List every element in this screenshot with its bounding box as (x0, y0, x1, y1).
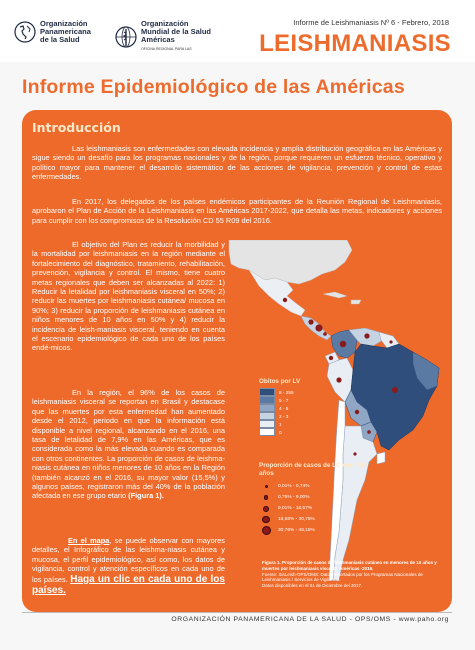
cases-legend-label: 9,01% - 18,57% (278, 506, 313, 511)
deaths-swatch (259, 412, 275, 420)
paragraph-4 (32, 388, 225, 501)
footer-divider (22, 612, 452, 613)
who-name-line3: Américas (141, 35, 175, 44)
cases-dot-icon (262, 526, 271, 535)
paho-logo (14, 20, 91, 44)
cases-legend-row (259, 492, 379, 503)
dot-venezuela (364, 333, 369, 338)
cases-legend-label: 0,01% - 0,74% (278, 484, 310, 489)
cases-dot-icon (262, 516, 270, 524)
country-click-link[interactable]: Haga un clic en cada uno de los países. (32, 573, 225, 596)
map-north-america (229, 240, 352, 284)
dot-colombia (340, 341, 346, 347)
cases-legend-row (259, 503, 379, 514)
paho-name-line1: Organización (40, 19, 88, 28)
deaths-legend (259, 378, 319, 436)
map-cuba (323, 292, 347, 298)
paragraph-5-text: , se puede observar con mayores detalles, el Infográfico de las leishma-niasis cutánea y mucosa, el perfil epidemiológico, así como, los datos de vigilancia, control y atención específicos en cada uno de los países. (32, 536, 225, 584)
cases-dot-icon (263, 506, 269, 512)
deaths-legend-label: 2 - 3 (279, 413, 289, 419)
cases-dot-icon (264, 495, 269, 500)
deaths-legend-row (259, 404, 319, 412)
dot-argentina (353, 452, 356, 455)
deaths-swatch (259, 404, 275, 412)
deaths-swatch (259, 388, 275, 396)
intro-panel (22, 110, 452, 612)
paragraph-5 (32, 536, 225, 596)
dot-peru (336, 377, 341, 382)
paragraph-2: En 2017, los delegados de los países endémicos participantes de la Reunión Regional de Leishmaniasis, aprobaron el Plan de Acción de la Leishmaniasis en las Américas 2017-2022, que detalla las metas, indicadores y acciones para cumplir con los compromisos de la Resolución CD 55 R09 del 2016. (32, 197, 442, 225)
paho-emblem-icon (14, 21, 36, 43)
cases-legend-label: 18,58% - 30,75% (278, 517, 315, 522)
dot-brazil (392, 387, 398, 393)
dot-central-1 (308, 319, 313, 324)
cases-legend-title: Proporción de casos de LC em < 10 años (259, 462, 366, 477)
dot-ecuador (329, 356, 333, 360)
cases-legend-label: 30,76% - 46,15% (278, 528, 315, 533)
report-title: LEISHMANIASIS (259, 30, 451, 57)
deaths-swatch (259, 396, 275, 404)
cases-legend (259, 462, 379, 536)
cases-legend-row (259, 525, 379, 536)
cases-legend-label: 0,75% - 9,00% (278, 495, 310, 500)
paho-name-line2: Panamericana (40, 27, 91, 36)
deaths-legend-row (259, 396, 319, 404)
paragraph-1: Las leishmaniasis son enfermedades con elevada incidencia y amplia distribución geográfica en las Américas y sigue siendo un desafío para los programas nacionales y de la región, porque requieren un esfuerzo técnico, operativo y político mayor para mantener el desarrollo sistemático de las acciones de vigilancia, prevención y control de estas enfermedades. (32, 144, 442, 182)
paho-name-line3: de la Salud (40, 35, 80, 44)
caption-note: Datos disponibles en el 01 de Diciembre del 2017. (262, 583, 363, 589)
deaths-legend-row (259, 412, 319, 420)
footer: ORGANIZACIÓN PANAMERICANA DE LA SALUD - OPS/OMS - www.paho.org (171, 616, 449, 623)
figure-caption (262, 560, 442, 589)
deaths-legend-row (259, 420, 319, 428)
deaths-legend-row (259, 428, 319, 436)
cases-dot-icon (265, 485, 268, 488)
caption-title: Figura 1. Proporción de casos de leishmaniasis cutánea en menores de 10 años y muertes por leishmaniasis visceral. Américas -2016. (262, 560, 437, 571)
deaths-legend-label: 4 - 5 (279, 405, 289, 411)
paragraph-4-text: En la región, el 96% de los casos de leishmaniasis visceral se reportan en Brasil y destacase que las muertes por esta enfermedad han aumentado desde el 2012, periodo en que la información está disponible a nivel regional, alcanzando en el 2016, una tasa de letalidad de 7,9% en las Américas, que es considerada como la más elevada cuando es comparada con otros continentes. La proporción de casos de leishma-niasis cutánea en niños menores de 10 años en la Región (también alcanzó en el 2016, su mayor valor (15,5%) y algunos países, registraron más del 40% de la población afectada en ese grupo etario (32, 388, 225, 501)
issue-line: Informe de Leishmaniasis Nº 6 - Febrero, 2018 (293, 18, 449, 27)
dot-central-2 (315, 324, 322, 331)
who-emblem-icon (115, 26, 137, 48)
who-name-line1: Organización (141, 19, 189, 28)
who-name-line2: Mundial de la Salud (141, 27, 212, 36)
dot-guiana (389, 340, 392, 343)
map-link[interactable]: En el mapa (68, 536, 110, 545)
deaths-swatch (259, 428, 275, 436)
report-subtitle: Informe Epidemiológico de las Américas (22, 76, 405, 98)
deaths-legend-label: 5 - 7 (279, 397, 289, 403)
dot-central-3 (323, 332, 327, 336)
deaths-legend-label: 0 (279, 429, 282, 435)
header (0, 0, 475, 62)
paragraph-3: El objetivo del Plan es reducir la morbilidad y la mortalidad por leishmaniasis en la región mediante el fortalecimiento del diagnóstico, tratamiento, rehabilitación, prevención, vigilancia y control. El mismo, tiene cuatro metas regionales que deben ser alcanzadas al 2022: 1) Reducir la letalidad por leishmaniasis visceral en 50%; 2) reducir las muertes por leishmaniasis cutánea/ mucosa en 90%; 3) reducir la proporción de leishmaniasis cutánea en niños menores de 10 años en 50% y 4) reducir la incidencia de leish-maniasis visceral, teniendo en cuenta el escenario epidemiológico de cada uno de los países endé-micos. (32, 240, 225, 353)
map-hispaniola (351, 300, 361, 304)
cases-legend-row (259, 514, 379, 525)
deaths-swatch (259, 420, 275, 428)
dot-mexico (283, 298, 287, 302)
dot-bolivia (355, 410, 359, 414)
who-subline: OFICINA REGIONAL PARA LAS (141, 47, 192, 51)
deaths-legend-label: 1 (279, 421, 282, 427)
who-logo (115, 20, 211, 53)
figure-reference: (Figura 1). (128, 491, 164, 501)
deaths-legend-title: Obitos por LV (259, 378, 301, 385)
section-heading: Introducción (32, 120, 121, 135)
dot-paraguay (367, 430, 371, 434)
cases-legend-row (259, 481, 379, 492)
deaths-legend-row (259, 388, 319, 396)
deaths-legend-label: 8 - 255 (279, 389, 294, 395)
caption-source: Fuente: SisLeish-OPS/OMS: Datos reportados por los Programas Nacionales de Leishmaniasis / Servicios de Vigilancia. (262, 571, 423, 583)
